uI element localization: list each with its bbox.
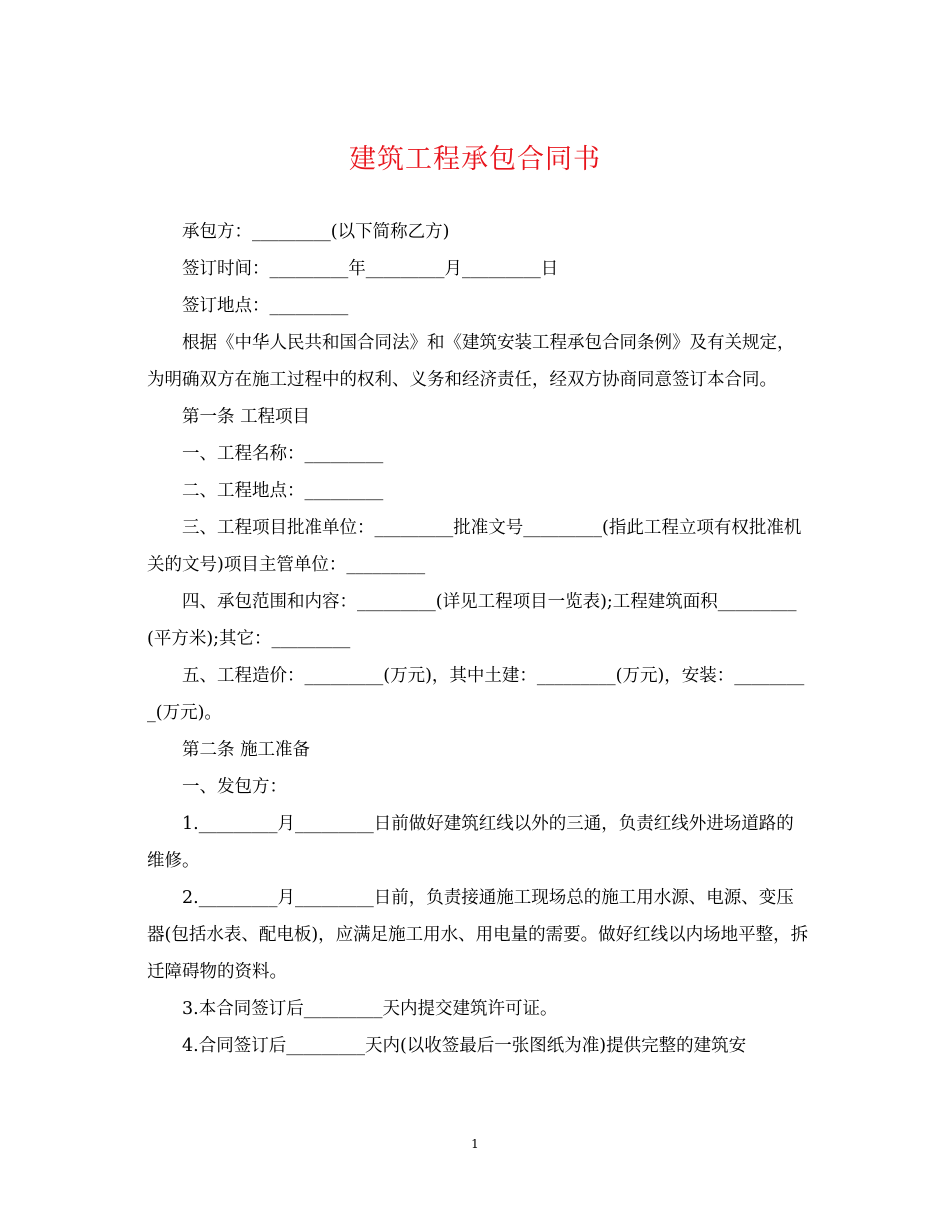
article-heading-2: 第二条 施工准备 xyxy=(182,740,311,760)
paragraph-signing-date: 签订时间：_________年_________月_________日 xyxy=(182,259,559,279)
paragraph-preamble: 根据《中华人民共和国合同法》和《建筑安装工程承包合同条例》及有关规定，为明确双方在施工过程中的权利、义务和经济责任，经双方协商同意签订本合同。 xyxy=(147,333,795,390)
page-number: 1 xyxy=(471,1137,479,1151)
paragraph-project-name: 一、工程名称：_________ xyxy=(182,444,384,464)
paragraph-approval-unit: 三、工程项目批准单位：_________批准文号_________(指此工程立项有权批准机关的文号)项目主管单位：_________ xyxy=(147,518,802,575)
paragraph-scope: 四、承包范围和内容：_________(详见工程项目一览表);工程建筑面积_________(平方米);其它：_________ xyxy=(147,592,797,649)
paragraph-cost: 五、工程造价：_________(万元)，其中土建：_________(万元)，安装：_________(万元)。 xyxy=(147,666,805,723)
paragraph-item-1: 1._________月_________日前做好建筑红线以外的三通，负责红线外进场道路的维修。 xyxy=(147,814,794,871)
document-body xyxy=(147,214,809,1065)
article-heading-1: 第一条 工程项目 xyxy=(182,407,311,427)
paragraph-signing-place: 签订地点：_________ xyxy=(182,296,349,316)
paragraph-project-location: 二、工程地点：_________ xyxy=(182,481,384,501)
paragraph-item-3: 3.本合同签订后_________天内提交建筑许可证。 xyxy=(182,999,558,1019)
paragraph-contractor: 承包方：_________(以下简称乙方) xyxy=(182,222,450,242)
document-title: 建筑工程承包合同书 xyxy=(349,144,601,175)
paragraph-item-2: 2._________月_________日前，负责接通施工现场总的施工用水源、电源、变压器(包括水表、配电板)，应满足施工用水、用电量的需要。做好红线以内场地平整，拆迁障碍物的资料。 xyxy=(147,888,809,982)
paragraph-item-4: 4.合同签订后_________天内(以收签最后一张图纸为准)提供完整的建筑安 xyxy=(182,1036,747,1056)
paragraph-employer: 一、发包方： xyxy=(182,777,287,797)
